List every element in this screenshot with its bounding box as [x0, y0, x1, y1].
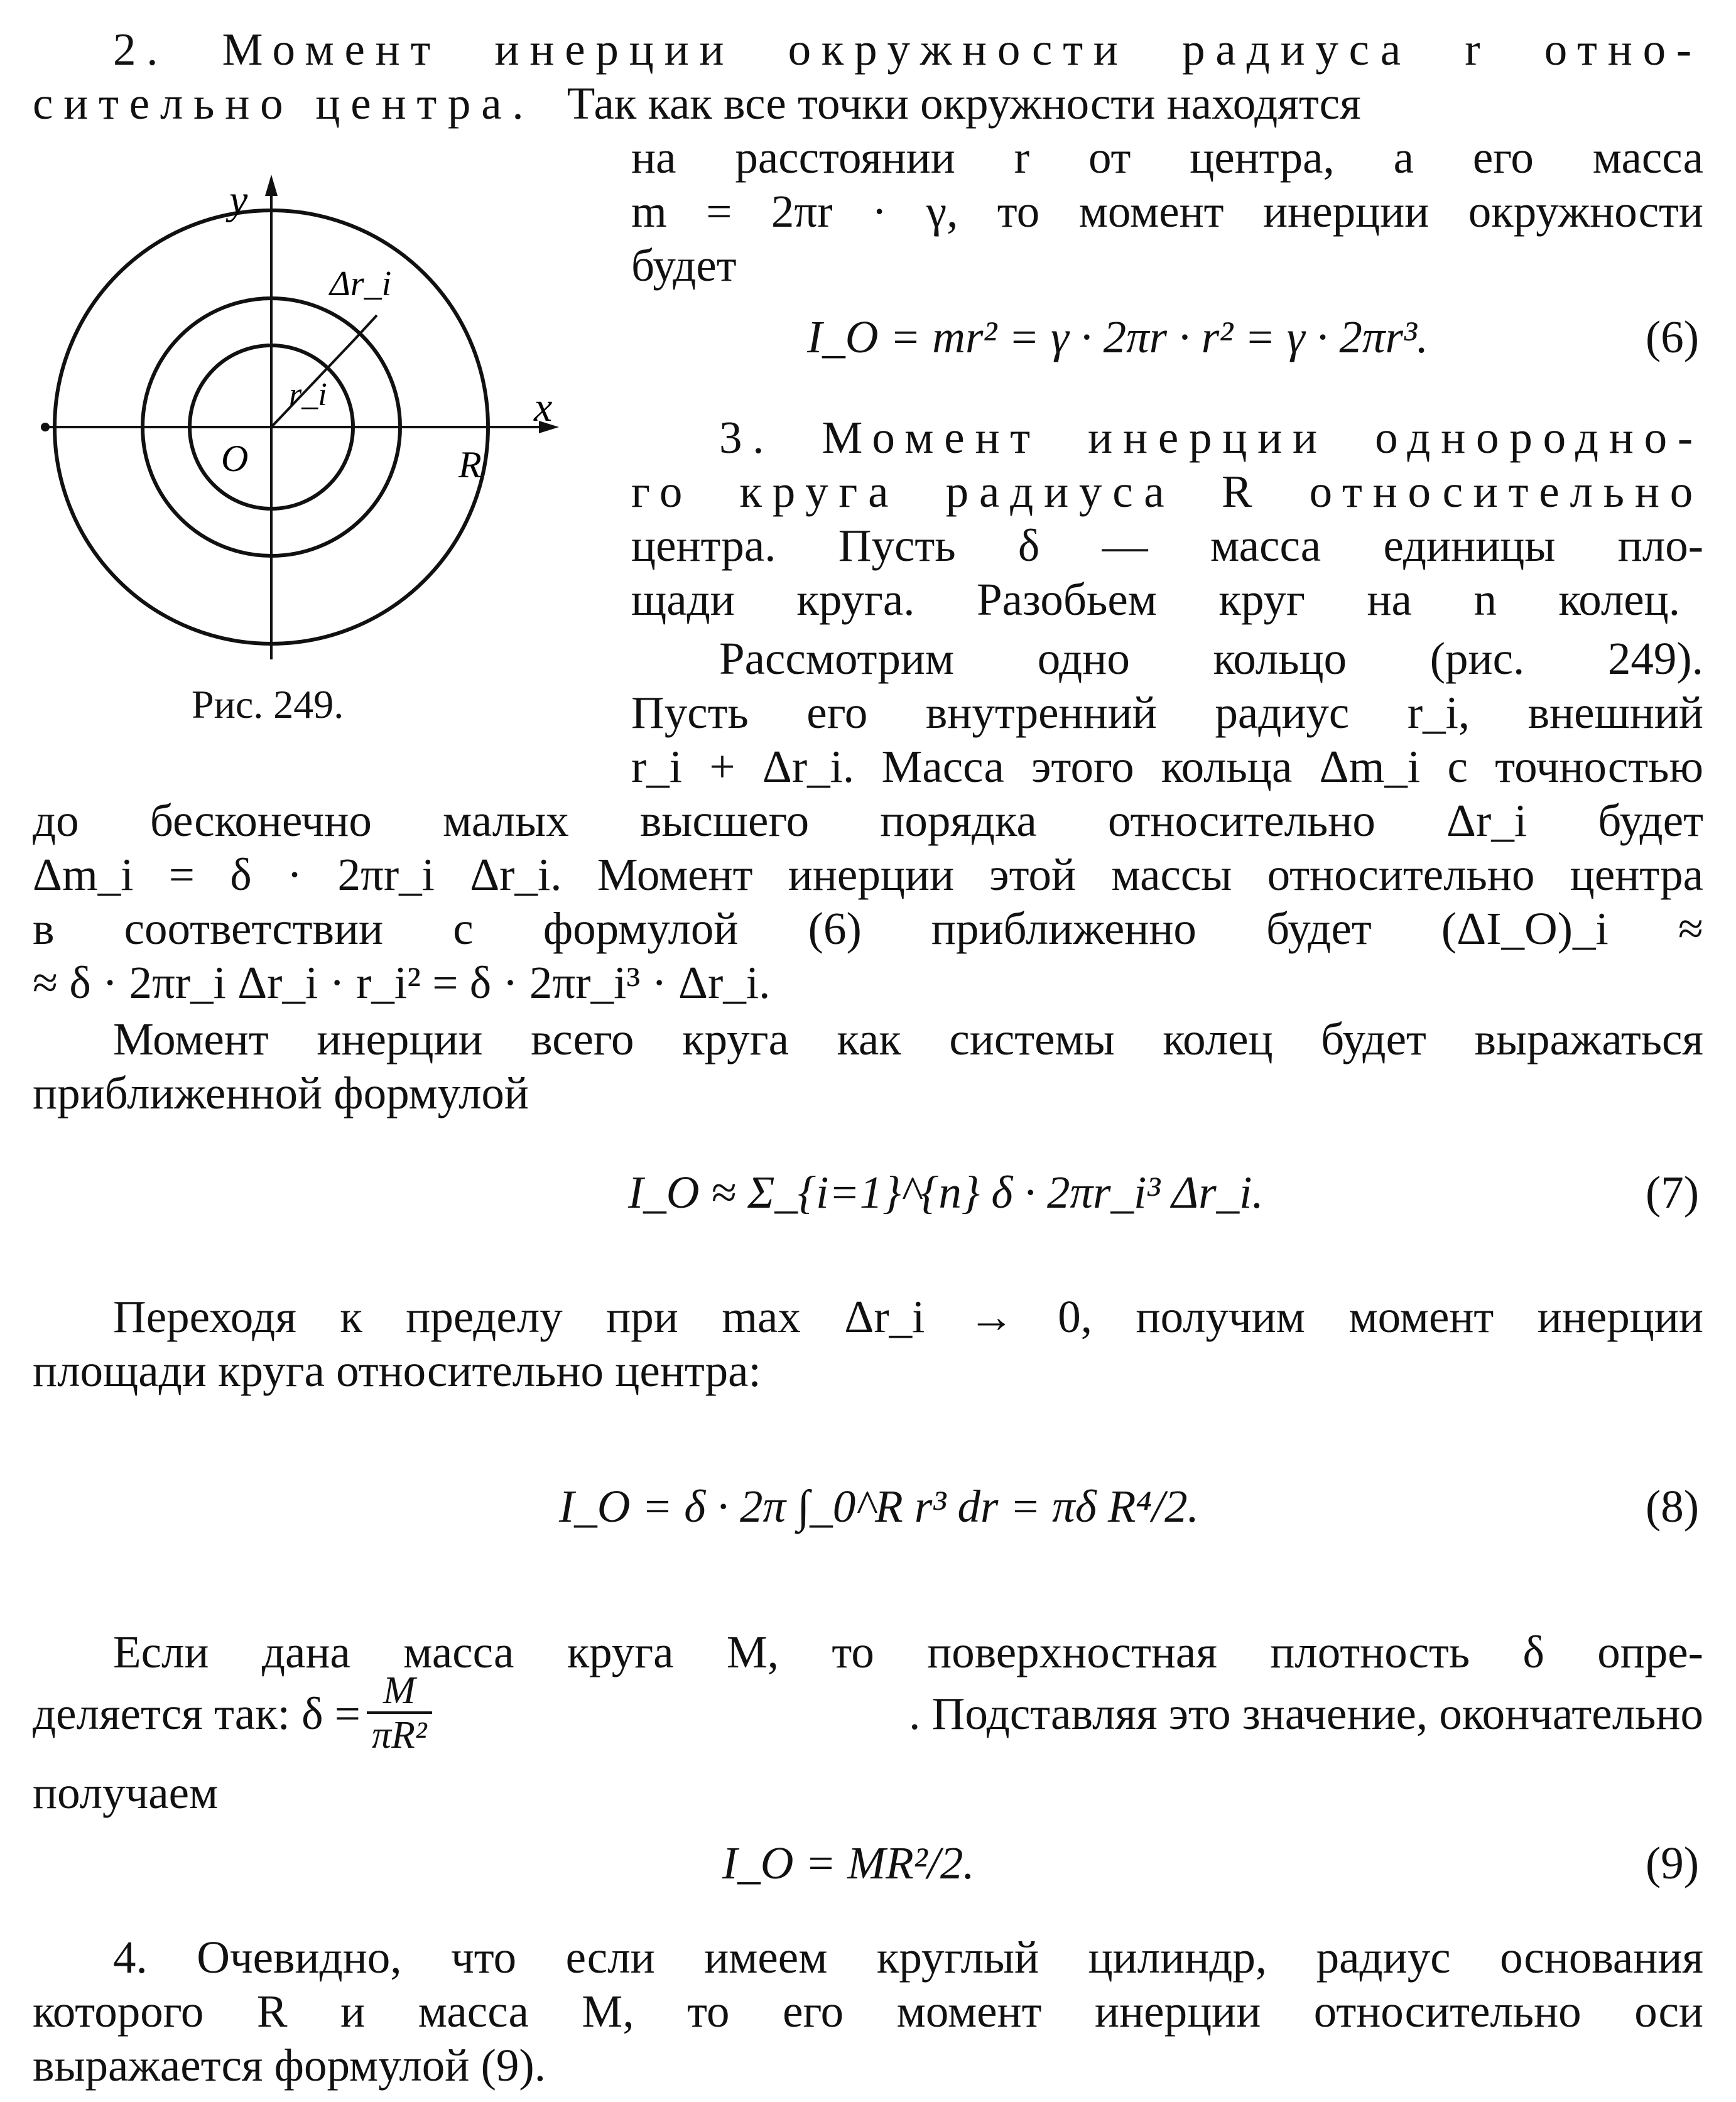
equation-7-number: (7) [1646, 1167, 1700, 1218]
p3-line7: r_i + Δr_i. Масса этого кольца Δm_i с точностью [631, 741, 1703, 792]
p3-line4: щади круга. Разобьем круг на n колец. [631, 574, 1680, 625]
p4-line3: выражается формулой (9). [33, 2040, 546, 2091]
equation-8-number: (8) [1646, 1481, 1700, 1532]
figure-249 [25, 151, 603, 716]
p2-line1: 2. Момент инерции окружности радиуса r отно- [113, 24, 1702, 75]
equation-6: I_O = mr² = γ · 2πr · r² = γ · 2πr³. [807, 312, 1428, 362]
delta-r-line [355, 315, 377, 339]
mass-line2 [33, 1671, 1703, 1757]
limit-line2: площади круга относительно центра: [33, 1345, 761, 1396]
origin-label: O [221, 438, 249, 479]
limit-line1: Переходя к пределу при max Δr_i → 0, получим момент инерции [113, 1291, 1703, 1342]
p3-line10: в соответствии с формулой (6) приближенно будет (ΔI_O)_i ≈ [33, 903, 1703, 954]
p3-line9: Δm_i = δ · 2πr_i Δr_i. Момент инерции этой массы относительно центра [33, 849, 1703, 900]
density-denominator: πR² [371, 1714, 427, 1757]
mass-line3: получаем [33, 1767, 219, 1818]
ri-label: r_i [289, 377, 327, 413]
p2-line4: m = 2πr · γ, то момент инерции окружности [631, 186, 1703, 237]
p3-line12: Момент инерции всего круга как системы колец будет выражаться [113, 1014, 1703, 1065]
p3-line3: центра. Пусть δ — масса единицы пло- [631, 520, 1703, 571]
equation-7: I_O ≈ Σ_{i=1}^{n} δ · 2πr_i³ Δr_i. [628, 1167, 1264, 1218]
p3-line2: го круга радиуса R относительно [631, 466, 1703, 517]
density-numerator: M [367, 1671, 432, 1714]
p2-line2-text: Так как все точки окружности находятся [567, 78, 1361, 129]
equation-8: I_O = δ · 2π ∫_0^R r³ dr = πδ R⁴/2. [559, 1481, 1199, 1532]
figure-caption: Рис. 249. [192, 682, 344, 727]
mass-line2-a: деляется так: δ = [33, 1688, 361, 1740]
equation-6-number: (6) [1646, 312, 1700, 362]
delta-ri-label: Δr_i [330, 264, 392, 303]
p3-line8: до бесконечно малых высшего порядка относительно Δr_i будет [33, 795, 1703, 846]
x-axis-endpoint [41, 423, 50, 431]
mass-line2-b: . Подставляя это значение, окончательно [909, 1688, 1703, 1740]
p2-line2 [33, 78, 1703, 129]
y-label: y [229, 177, 248, 223]
y-axis-arrow [265, 175, 278, 196]
p3-line13: приближенной формулой [33, 1068, 529, 1119]
radius-R-label: R [458, 444, 482, 485]
equation-9: I_O = MR²/2. [722, 1838, 975, 1888]
p4-line2: которого R и масса M, то его момент инерции относительно оси [33, 1986, 1703, 2037]
p2-line5: будет [631, 240, 737, 291]
density-fraction [367, 1671, 432, 1757]
p3-line6: Пусть его внутренний радиус r_i, внешний [631, 687, 1703, 738]
mass-line1: Если дана масса круга M, то поверхностная плотность δ опре- [113, 1627, 1703, 1677]
p2-line3: на расстоянии r от центра, а его масса [631, 132, 1703, 183]
p3-line1: 3. Момент инерции однородно- [719, 412, 1703, 463]
p3-line5: Рассмотрим одно кольцо (рис. 249). [719, 633, 1703, 684]
p2-heading: сительно центра. [33, 78, 534, 129]
equation-9-number: (9) [1646, 1838, 1700, 1888]
p4-line1: 4. Очевидно, что если имеем круглый цилиндр, радиус основания [113, 1932, 1703, 1983]
x-label: x [534, 384, 553, 430]
p3-line11: ≈ δ · 2πr_i Δr_i · r_i² = δ · 2πr_i³ · Δr_i. [33, 957, 771, 1008]
